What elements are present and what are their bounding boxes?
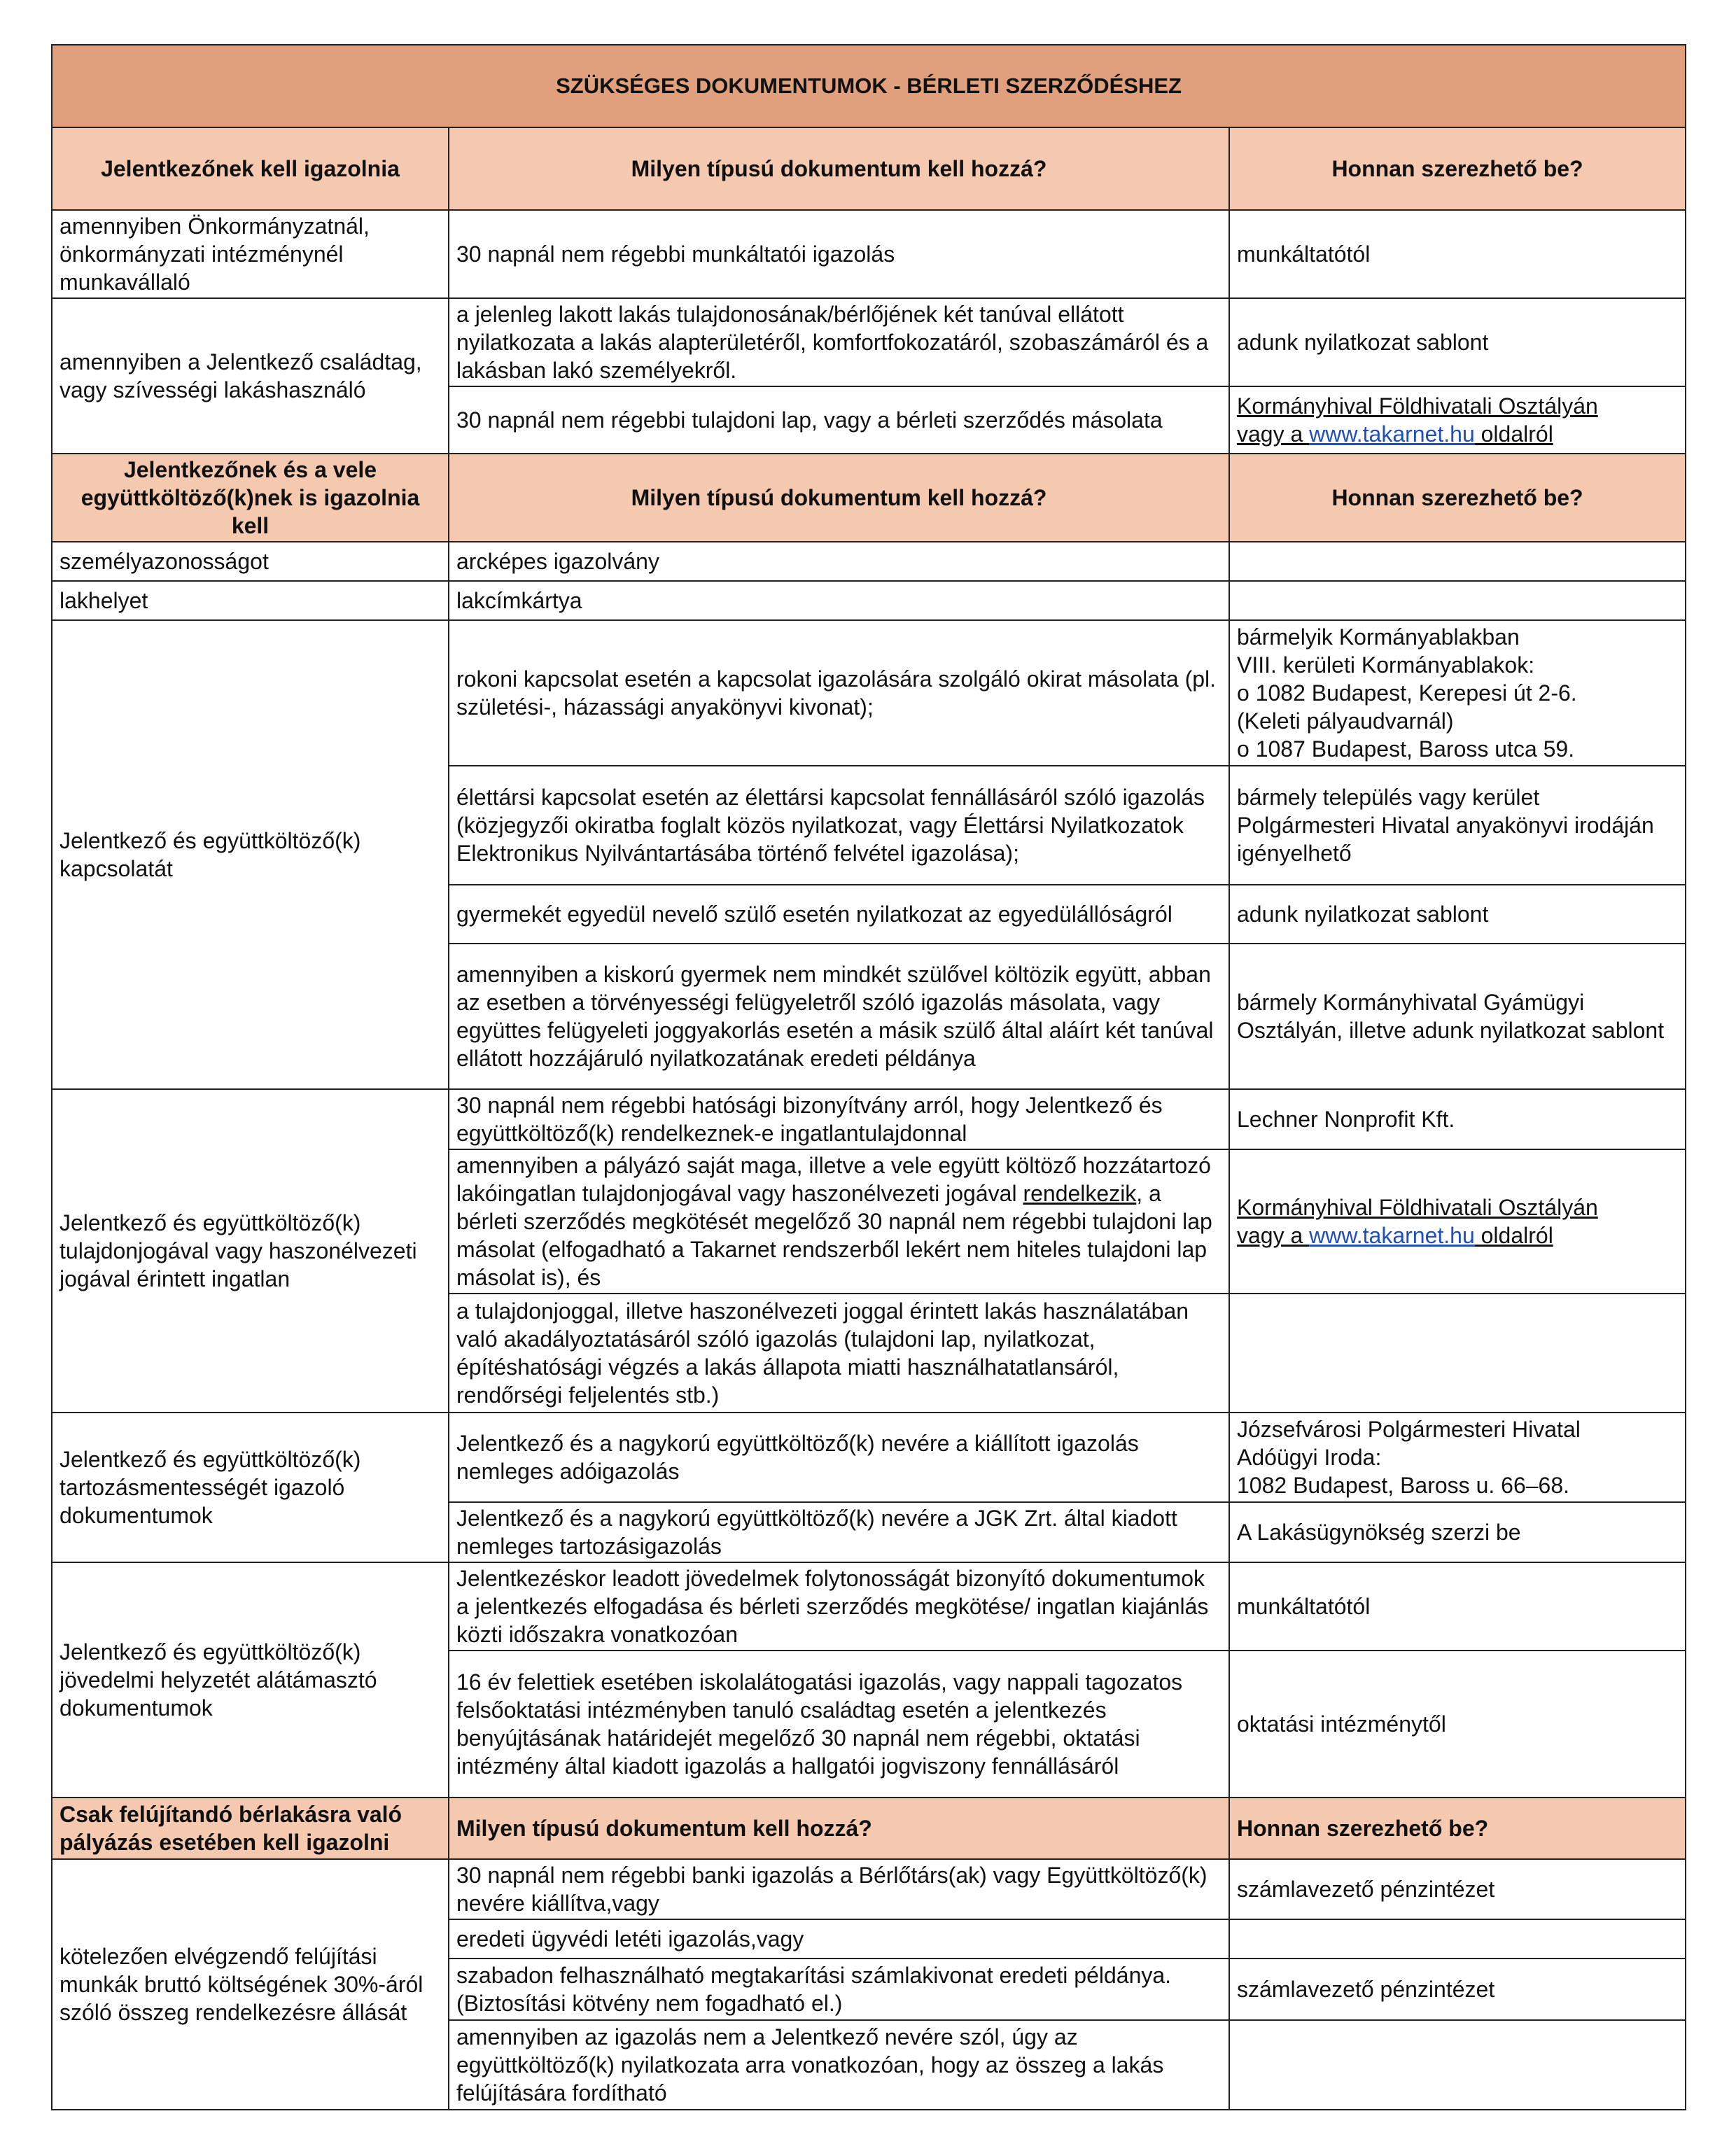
title-row — [52, 45, 1686, 127]
requirement-cell: kötelezően elvégzendő felújítási munkák bruttó költségének 30%-áról szóló összeg rendelkezésre állását — [52, 1859, 449, 2110]
requirement-cell: Jelentkező és együttköltöző(k) tartozásmentességét igazoló dokumentumok — [52, 1413, 449, 1562]
document-cell: Jelentkező és a nagykorú együttköltöző(k) nevére a kiállított igazolás nemleges adóigazolás — [449, 1413, 1229, 1502]
source-cell — [1229, 1413, 1686, 1502]
document-cell: gyermekét egyedül nevelő szülő esetén nyilatkozat az egyedülállóságról — [449, 885, 1229, 944]
requirement-cell: Jelentkező és együttköltöző(k) kapcsolatát — [52, 620, 449, 1089]
document-cell: 30 napnál nem régebbi hatósági bizonyítvány arról, hogy Jelentkező és együttköltöző(k) rendelkeznek-e ingatlantulajdonnal — [449, 1089, 1229, 1149]
source-cell: oktatási intézménytől — [1229, 1651, 1686, 1798]
header-row-2 — [52, 454, 1686, 542]
table-row — [52, 620, 1686, 766]
header-col-source: Honnan szerezhető be? — [1229, 454, 1686, 542]
source-cell: bármely Kormányhivatal Gyámügyi Osztályán, illetve adunk nyilatkozat sablont — [1229, 944, 1686, 1089]
source-line: (Keleti pályaudvarnál) — [1237, 708, 1454, 734]
source-office-text: Kormányhival Földhivatali Osztályán — [1237, 1195, 1598, 1220]
source-cell — [1229, 2020, 1686, 2110]
source-cell: bármely település vagy kerület Polgármesteri Hivatal anyakönyvi irodáján igényelhető — [1229, 766, 1686, 885]
takarnet-link[interactable]: www.takarnet.hu — [1309, 1223, 1475, 1248]
table-row — [52, 210, 1686, 298]
takarnet-link[interactable]: www.takarnet.hu — [1309, 421, 1475, 447]
document-cell: 16 év felettiek esetében iskolalátogatási igazolás, vagy nappali tagozatos felsőoktatási intézményben tanuló családtag esetén a jelentkezés benyújtásának határidejét megelőző 30 napnál nem régebbi, oktatási intézmény által kiadott igazolás a hallgatói jogviszony fennállásáról — [449, 1651, 1229, 1798]
source-line: 1082 Budapest, Baross u. 66–68. — [1237, 1473, 1570, 1498]
document-cell: lakcímkártya — [449, 581, 1229, 620]
source-line: Józsefvárosi Polgármesteri Hivatal — [1237, 1417, 1581, 1442]
source-cell — [1229, 620, 1686, 766]
source-cell: munkáltatótól — [1229, 210, 1686, 298]
source-cell — [1229, 1149, 1686, 1294]
source-cell: munkáltatótól — [1229, 1562, 1686, 1651]
document-cell: 30 napnál nem régebbi banki igazolás a Bérlőtárs(ak) vagy Együttköltöző(k) nevére kiállítva,vagy — [449, 1859, 1229, 1919]
table-title: SZÜKSÉGES DOKUMENTUMOK - BÉRLETI SZERZŐDÉSHEZ — [52, 45, 1686, 127]
source-suffix-text: oldalról — [1474, 1223, 1553, 1248]
header-col-applicant: Jelentkezőnek és a vele együttköltöző(k)nek is igazolnia kell — [52, 454, 449, 542]
document-cell: Jelentkezéskor leadott jövedelmek folytonosságát bizonyító dokumentumok a jelentkezés elfogadása és bérleti szerződés megkötése/ ingatlan kiajánlás közti időszakra vonatkozóan — [449, 1562, 1229, 1651]
table-row — [52, 581, 1686, 620]
table-row — [52, 298, 1686, 386]
documents-table — [51, 44, 1686, 2110]
source-cell — [1229, 1919, 1686, 1959]
document-text: , a bérleti szerződés megkötését megelőző 30 napnál nem régebbi tulajdoni lap másolat (elfogadható a Takarnet rendszerből lekért nem hiteles tulajdoni lap másolat is), és — [456, 1181, 1212, 1290]
source-cell: adunk nyilatkozat sablont — [1229, 298, 1686, 386]
document-cell: szabadon felhasználható megtakarítási számlakivonat eredeti példánya. (Biztosítási kötvény nem fogadható el.) — [449, 1959, 1229, 2020]
header-col-applicant: Csak felújítandó bérlakásra való pályázás esetében kell igazolni — [52, 1798, 449, 1859]
source-cell: számlavezető pénzintézet — [1229, 1959, 1686, 2020]
requirement-cell: amennyiben a Jelentkező családtag, vagy szívességi lakáshasználó — [52, 298, 449, 454]
table-row — [52, 1089, 1686, 1149]
requirement-cell: személyazonosságot — [52, 542, 449, 581]
table-row — [52, 542, 1686, 581]
document-cell: arcképes igazolvány — [449, 542, 1229, 581]
document-text-underlined: rendelkezik — [1023, 1181, 1137, 1206]
document-cell: 30 napnál nem régebbi munkáltatói igazolás — [449, 210, 1229, 298]
document-cell: a jelenleg lakott lakás tulajdonosának/bérlőjének két tanúval ellátott nyilatkozata a lakás alapterületéről, komfortfokozatáról, szobaszámáról és a lakásban lakó személyekről. — [449, 298, 1229, 386]
header-col-document-type: Milyen típusú dokumentum kell hozzá? — [449, 454, 1229, 542]
document-cell — [449, 1149, 1229, 1294]
header-col-source: Honnan szerezhető be? — [1229, 127, 1686, 210]
source-line: VIII. kerületi Kormányablakok: — [1237, 652, 1535, 678]
source-cell: számlavezető pénzintézet — [1229, 1859, 1686, 1919]
document-cell: rokoni kapcsolat esetén a kapcsolat igazolására szolgáló okirat másolata (pl. születési-, házassági anyakönyvi kivonat); — [449, 620, 1229, 766]
document-cell: a tulajdonjoggal, illetve haszonélvezeti joggal érintett lakás használatában való akadályoztatásáról szóló igazolás (tulajdoni lap, nyilatkozat, építéshatósági végzés a lakás állapota miatti használhatatlansáról, rendőrségi feljelentés stb.) — [449, 1294, 1229, 1413]
source-cell: adunk nyilatkozat sablont — [1229, 885, 1686, 944]
table-row — [52, 1859, 1686, 1919]
source-cell: A Lakásügynökség szerzi be — [1229, 1502, 1686, 1562]
source-cell — [1229, 386, 1686, 454]
table-row — [52, 1413, 1686, 1502]
requirement-cell: amennyiben Önkormányzatnál, önkormányzati intézménynél munkavállaló — [52, 210, 449, 298]
source-or-text: vagy a — [1237, 421, 1310, 447]
header-col-document-type: Milyen típusú dokumentum kell hozzá? — [449, 1798, 1229, 1859]
requirement-cell: lakhelyet — [52, 581, 449, 620]
document-cell: amennyiben az igazolás nem a Jelentkező nevére szól, úgy az együttköltöző(k) nyilatkozata arra vonatkozóan, hogy az összeg a lakás felújítására fordítható — [449, 2020, 1229, 2110]
source-office-text: Kormányhival Földhivatali Osztályán — [1237, 393, 1598, 419]
source-line: bármelyik Kormányablakban — [1237, 624, 1520, 650]
header-col-source: Honnan szerezhető be? — [1229, 1798, 1686, 1859]
requirement-cell: Jelentkező és együttköltöző(k) jövedelmi helyzetét alátámasztó dokumentumok — [52, 1562, 449, 1798]
source-line: Adóügyi Iroda: — [1237, 1445, 1382, 1470]
header-col-document-type: Milyen típusú dokumentum kell hozzá? — [449, 127, 1229, 210]
document-cell: amennyiben a kiskorú gyermek nem mindkét szülővel költözik együtt, abban az esetben a törvényességi felügyeletről szóló igazolás másolata, vagy együttes felügyeleti joggyakorlás esetén a másik szülő által aláírt két tanúval ellátott hozzájáruló nyilatkozatának eredeti példánya — [449, 944, 1229, 1089]
source-line: o 1082 Budapest, Kerepesi út 2-6. — [1237, 680, 1577, 706]
source-cell: Lechner Nonprofit Kft. — [1229, 1089, 1686, 1149]
source-suffix-text: oldalról — [1474, 421, 1553, 447]
table-row — [52, 1562, 1686, 1651]
source-cell — [1229, 542, 1686, 581]
source-or-text: vagy a — [1237, 1223, 1310, 1248]
document-cell: eredeti ügyvédi letéti igazolás,vagy — [449, 1919, 1229, 1959]
source-line: o 1087 Budapest, Baross utca 59. — [1237, 736, 1575, 762]
source-cell — [1229, 581, 1686, 620]
header-row-3 — [52, 1798, 1686, 1859]
requirement-cell: Jelentkező és együttköltöző(k) tulajdonjogával vagy haszonélvezeti jogával érintett ingatlan — [52, 1089, 449, 1413]
source-cell — [1229, 1294, 1686, 1413]
document-cell: élettársi kapcsolat esetén az élettársi kapcsolat fennállásáról szóló igazolás (közjegyzői okiratba foglalt közös nyilatkozat, vagy Élettársi Nyilatkozatok Elektronikus Nyilvántartásába történő felvétel igazolása); — [449, 766, 1229, 885]
document-cell: 30 napnál nem régebbi tulajdoni lap, vagy a bérleti szerződés másolata — [449, 386, 1229, 454]
document-text: amennyiben a pályázó saját maga, illetve a vele együtt költöző hozzátartozó lakóingatlan tulajdonjogával vagy haszonélvezeti jogával — [456, 1153, 1211, 1206]
header-row-1 — [52, 127, 1686, 210]
header-col-applicant: Jelentkezőnek kell igazolnia — [52, 127, 449, 210]
document-cell: Jelentkező és a nagykorú együttköltöző(k) nevére a JGK Zrt. által kiadott nemleges tartozásigazolás — [449, 1502, 1229, 1562]
